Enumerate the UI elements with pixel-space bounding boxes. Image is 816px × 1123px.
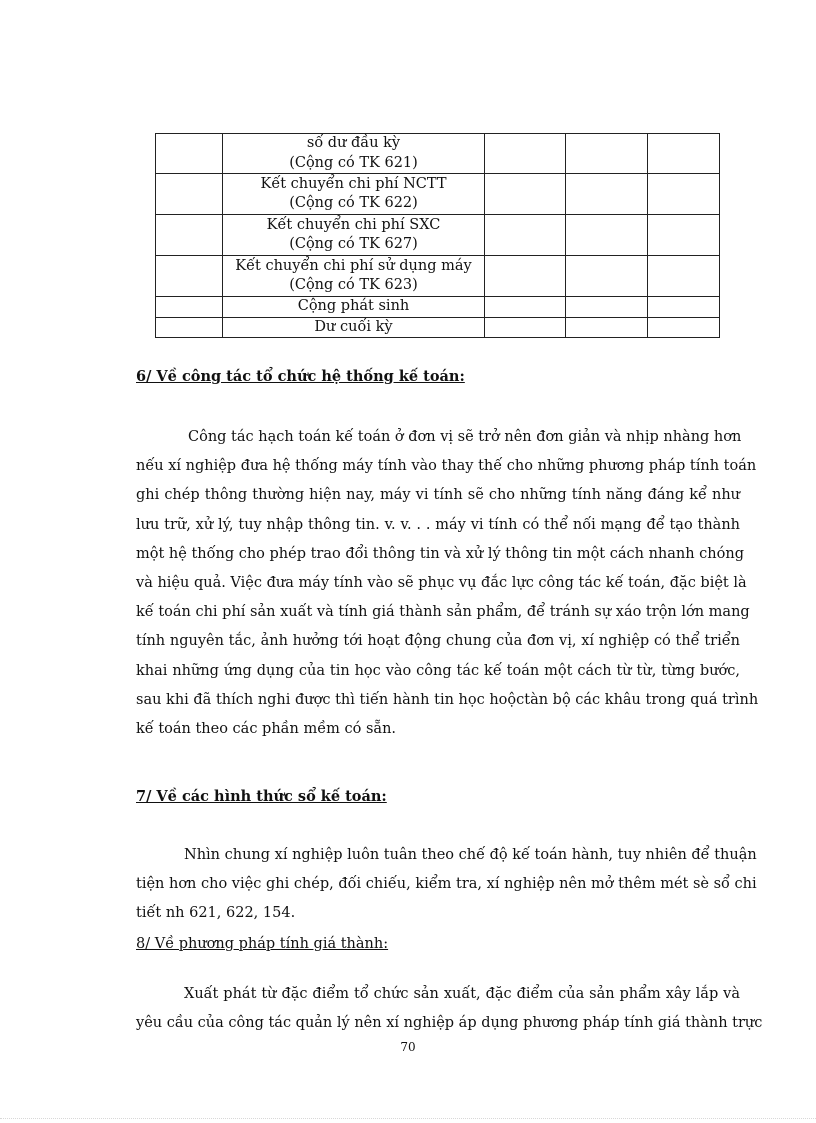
table-cell [156,174,223,215]
table-row-label [223,297,485,318]
table-cell [648,297,720,318]
paragraph-line: yêu cầu của công tác quản lý nên xí nghiệp áp dụng phương pháp tính giá thành trực [136,1015,763,1032]
row-label-line: Kết chuyển chi phí SXC [266,216,441,233]
paragraph-line: Xuất phát từ đặc điểm tổ chức sản xuất, đặc điểm của sản phẩm xây lắp và [184,986,740,1002]
section-8-paragraph [136,980,763,1038]
table-cell [485,297,566,318]
row-label-line: (Cộng có TK 623) [289,277,418,293]
table-cell [485,317,566,338]
row-label-line: Kết chuyển chi phí NCTT [260,175,447,192]
table-row [156,317,720,338]
row-label-line: Cộng phát sinh [297,298,410,314]
paragraph-line: tiết nh 621, 622, 154. [136,905,296,922]
row-label-line: (Cộng có TK 627) [289,236,418,252]
table-cell [485,134,566,174]
table-cell [566,256,648,297]
paragraph-line: ghi chép thông thường hiện nay, máy vi tính sẽ cho những tính năng đáng kể như [136,487,740,504]
page-number: 70 [400,1040,416,1054]
row-label-line: (Cộng có TK 622) [289,195,418,211]
paragraph-line: sau khi đã thích nghi được thì tiến hành tin học hoộctàn bộ các khâu trong quá trình [136,691,759,708]
table-row-label [223,134,485,174]
table-cell [648,174,720,215]
table-cell [156,317,223,338]
paragraph-line: nếu xí nghiệp đưa hệ thống máy tính vào thay thế cho những phương pháp tính toán [136,458,757,475]
section-6-paragraph [136,423,759,744]
row-label-line: (Cộng có TK 621) [289,154,418,171]
table-cell [566,174,648,215]
section-7-paragraph [136,841,757,929]
paragraph-line: kế toán theo các phần mềm có sẵn. [136,721,397,738]
cost-ledger-table [155,133,720,338]
ledger-body [156,134,720,338]
section-6-heading: 6/ Về công tác tổ chức hệ thống kế toán: [136,368,465,385]
table-row-label [223,317,485,338]
table-row [156,297,720,318]
paragraph-line: tiện hơn cho việc ghi chép, đối chiếu, kiểm tra, xí nghiệp nên mở thêm mét sè sổ chi [136,876,757,893]
paragraph-line: một hệ thống cho phép trao đổi thông tin và xử lý thông tin một cách nhanh chóng [136,545,744,562]
table-cell [156,256,223,297]
row-label-line: Dư cuối kỳ [314,318,393,335]
table-cell [156,215,223,256]
table-row [156,174,720,215]
table-cell [156,297,223,318]
table-cell [566,297,648,318]
table-cell [648,134,720,174]
paragraph-line: tính nguyên tắc, ảnh hưởng tới hoạt động chung của đơn vị, xí nghiệp có thể triển [136,633,740,650]
table-row [156,134,720,174]
table-cell [566,215,648,256]
table-row [156,215,720,256]
page-bottom-divider [0,1118,816,1119]
table-cell [156,134,223,174]
table-cell [566,317,648,338]
section-8-heading: 8/ Về phương pháp tính giá thành: [136,936,389,952]
row-label-line: Kết chuyển chi phí sử dụng máy [235,257,472,274]
paragraph-line: kế toán chi phí sản xuất và tính giá thành sản phẩm, để tránh sự xáo trộn lớn mang [136,604,750,621]
table-row-label [223,174,485,215]
paragraph-line: và hiệu quả. Việc đưa máy tính vào sẽ phục vụ đắc lực công tác kế toán, đặc biệt là [136,575,747,592]
row-label-line: số dư đầu kỳ [306,135,401,151]
table-cell [485,256,566,297]
table-cell [485,174,566,215]
section-7-heading: 7/ Về các hình thức sổ kế toán: [136,788,387,805]
table-row [156,256,720,297]
table-row-label [223,256,485,297]
paragraph-line: lưu trữ, xử lý, tuy nhập thông tin. v. v. . . máy vi tính có thể nối mạng để tạo thành [136,516,740,533]
table-cell [648,215,720,256]
table-row-label [223,215,485,256]
paragraph-line: Công tác hạch toán kế toán ở đơn vị sẽ trở nên đơn giản và nhịp nhàng hơn [188,429,742,445]
paragraph-line: Nhìn chung xí nghiệp luôn tuân theo chế độ kế toán hành, tuy nhiên để thuận [184,847,757,863]
table-cell [485,215,566,256]
paragraph-line: khai những ứng dụng của tin học vào công tác kế toán một cách từ từ, từng bước, [136,662,740,679]
table-cell [566,134,648,174]
table-cell [648,317,720,338]
table-cell [648,256,720,297]
